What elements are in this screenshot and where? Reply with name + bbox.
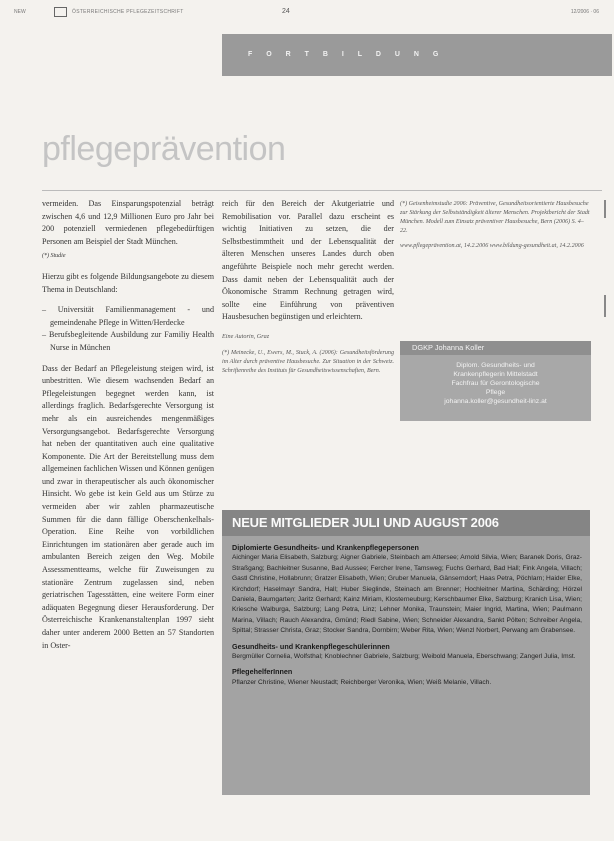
contact-name: DGKP Johanna Koller <box>400 341 591 355</box>
members-section-heading: Gesundheits- und Krankenpflegeschülerinnen <box>232 641 390 651</box>
list-item: – Berufsbegleitende Ausbildung zur Familiy Health Nurse in München <box>42 330 214 352</box>
running-header <box>14 8 599 16</box>
margin-mark <box>604 200 606 218</box>
paragraph: vermeiden. Das Einsparungspotenzial beträgt zwischen 4,6 und 12,9 Millionen Euro pro Jahr bei 200 potenziell vermiedenen pflegebedürftigen Personen am Beispiel der Stadt München. <box>42 199 214 246</box>
section-label: F O R T B I L D U N G <box>248 51 445 58</box>
title-divider <box>42 190 602 191</box>
header-right-text: 12/2006 · 06 <box>570 9 599 15</box>
members-section-heading: Diplomierte Gesundheits- und Krankenpflegepersonen <box>232 543 419 552</box>
journal-logo-icon <box>54 7 67 17</box>
text-column-2 <box>222 198 394 384</box>
paragraph-source: (*) Studie <box>42 253 66 260</box>
contact-line: Diplom. Gesundheits- und <box>456 362 535 369</box>
contact-line: Fachfrau für Gerontologische <box>451 380 540 387</box>
page-title: pflegeprävention <box>42 130 286 168</box>
text-column-1 <box>42 198 214 660</box>
new-members-body <box>232 543 582 693</box>
reference-column <box>400 200 590 257</box>
members-section-heading: PflegehelferInnen <box>232 667 293 677</box>
contact-line: Pflege <box>485 389 506 396</box>
members-section-text: Aichinger Maria Elisabeth, Salzburg; Aigner Gabriele, Steinbach am Attersee; Arnold Silvia, Wien; Baranek Doris, Graz-Straßgang; Bachleitner Susanne, Bad Aussee; Fercher Irene, Tamsweg; Fuchs Gerhard, Bad Hall; Fink Angela, Villach; Gastl Christine, Hollabrunn; Gratzer Elisabeth, Wien; Gruber Manuela, Gänserndorf; Haas Petra, Pöchlarn; Haider Elke, Kirchdorf; Haselmayr Sandra, Hall; Huber Sieglinde, Steinach am Brenner; Hochleitner Martina, Schärding; Hörzel Daniela, Baumgarten; Jaritz Gerhard; Kainz Miriam, Klosterneuburg; Kerschbaumer Elke, Salzburg; Kranich Lisa, Wien; Kriesche Walburga, Salzburg; Lang Petra, Linz; Lehner Monika, Traunstein; Maier Ingrid, Martina, Wien; Paulmann Marina, Villach; Rauch Alexandra, Gmünd; Riedl Sabine, Wien; Schneider Alexandra, Sankt Pölten; Schreiber Angela, Spittal; Strasser Christa, Graz; Stocker Sandra, Dornbirn; Weber Rita, Wien; Wenzl Norbert, Perwang am Grabensee. <box>232 554 582 635</box>
header-left-text: NEW <box>14 9 26 15</box>
reference-links: www.pflegeprävention.at, 14.2.2006 www.bildung-gesundheit.at, 14.2.2006 <box>400 243 584 249</box>
reference: (*) Geisenheimstudie 2006: Präventive, Gesundheitsorientierte Hausbesuche zur Stärkung der Selbstständigkeit älterer Menschen. Projektbericht der Stadt München. Modell zum Einsatz präventiver Hausbesuche, Bern (2006) S. 4–22. <box>400 201 590 234</box>
new-members-title: NEUE MITGLIEDER JULI UND AUGUST 2006 <box>222 510 590 536</box>
footnote: (*) Meinecke, U., Ewers, M., Stuck, A. (2006): Gesundheitsförderung im Alter durch präventive Hausbesuche. Zur Situation in der Schweiz. Schriftenreihe des Instituts für Gesundheitswissenschaften, Bern. <box>222 349 394 374</box>
contact-line: Krankenpflegerin Mittelstadt <box>453 371 538 378</box>
page-number: 24 <box>282 8 290 15</box>
bullet-list <box>42 304 214 354</box>
paragraph: Hierzu gibt es folgende Bildungsangebote zu diesem Thema in Deutschland: <box>42 271 214 294</box>
paragraph: reich für den Bereich der Akutgeriatrie und Remobilisation vor. Parallel dazu erscheint es wichtig Initiativen zu setzen, die der Selbstbestimmtheit und der Lebensqualität der älteren Menschen unseres Landes durch oben angeführte Beispiele noch mehr gerecht werden. Dass damit neben der Lebensqualität auch der Ökonomische Stramm Rechnung getragen wird, sollte eine Einführung von präventiven Hausbesuchen begünstigen und erleichtern. <box>222 199 394 322</box>
contact-email: johanna.koller@gesundheit-linz.at <box>444 398 547 405</box>
author-contact-box <box>400 341 591 421</box>
margin-mark <box>604 295 606 317</box>
journal-name: ÖSTERREICHISCHE PFLEGEZEITSCHRIFT <box>72 9 184 15</box>
members-section-text: Bergmüller Cornelia, Wolfsthal; Knoblechner Gabriele, Salzburg; Weibold Manuela, Eberschwang; Zangerl Julia, Imst. <box>232 653 576 661</box>
list-item: – Universität Familienmanagement - und gemeindenahe Pflege in Witten/Herdecke <box>42 305 214 327</box>
new-members-box <box>222 510 590 795</box>
members-section-text: Pflanzer Christine, Wiener Neustadt; Reichberger Veronika, Wien; Weiß Melanie, Villach. <box>232 678 492 686</box>
section-band <box>222 34 612 76</box>
author-line: Eine Autorin, Graz <box>222 332 270 340</box>
paragraph: Dass der Bedarf an Pflegeleistung steigen wird, ist unbestritten. Wie diesem wachsenden Bedarf an Pflegeleistungen begegnet werden kann, ist allerdings fraglich. Bedarfsgerechte Versorgung ist mehr als ein ausreichendes mengenmäßiges Versorgungsangebot. Bedarfsgerechte Versorgung hat neben der quantitativen auch eine qualitative Komponente. Die Art der Bereitstellung muss dem allgemeinen fachlichen Wissen und Können genügen und zwar in therapeutischer als auch ökonomischer Hinsicht. Wo gebe ist kein Geld aus um Stürze zu vermeiden aber wir zahlen pharmazeutische Summen für die dann fällige Oberschenkelhals-Operation. Eine Reihe von vorbildlichen Einrichtungen im stationären aber gerade auch im ambulanten Bereich zeigen den Weg. Mobile Assessmentteams, welche für Zuweisungen zu stationäre Zentrum zugelassen sind, neben geriatrischen Tagesstätten, eine weitere Form einer adäquaten Begegnung dieser Herausforderung. Der Österreichische Krankenanstaltenplan 1997 sieht daher unter anderem 2000 Betten an 57 Standorten in Oster- <box>42 363 214 650</box>
